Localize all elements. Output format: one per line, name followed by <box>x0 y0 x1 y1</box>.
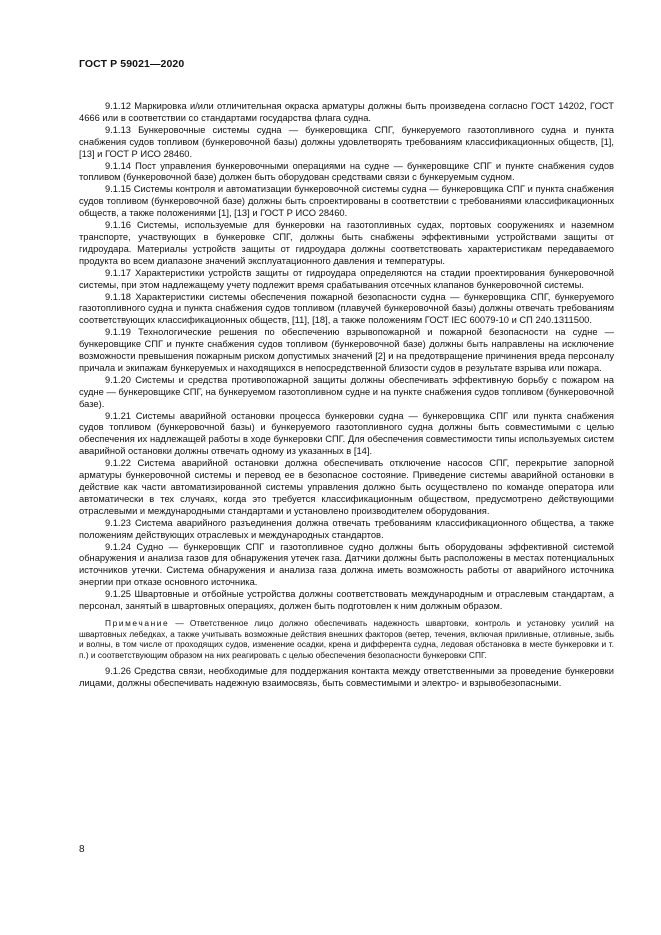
paragraph-9-1-20: 9.1.20 Системы и средства противопожарной защиты должны обеспечивать эффективную борьбу с пожаром на судне — бункеровщике СПГ, на бункеруемом газотопливном судне и на пункте снабжения судов топливом (бункеровочной базе). <box>79 374 614 409</box>
note-label: Примечание <box>105 617 170 628</box>
paragraph-9-1-18: 9.1.18 Характеристики системы обеспечения пожарной безопасности судна — бункеровщика СПГ, бункеруемого газотопливного судна и пункта снабжения судов топливом (плавучей бункеровочной базы) должны отвечать требованиям соответствующих классификационных обществ, [11], [18], а также положениям ГОСТ IEC 60079-10 и СП 240.1311500. <box>79 291 614 326</box>
document-body <box>79 101 614 690</box>
page-number: 8 <box>79 844 85 855</box>
standard-header: ГОСТ Р 59021—2020 <box>79 58 185 70</box>
note-block <box>79 618 614 661</box>
paragraph-9-1-23: 9.1.23 Система аварийного разъединения должна отвечать требованиям классификационного общества, а также положениям действующих отраслевых и международных стандартов. <box>79 517 614 540</box>
note-text: — Ответственное лицо должно обеспечивать надежность швартовки, контроль и установку усилий на швартовных лебедках, а также учитывать возможные действия внешних факторов (ветер, течения, включая приливные, отливные, зыбь и волны, в том числе от проходящих судов, изменение осадки, крена и дифферента судна, ледовая обстановка в месте бункеровки и т. п.) и соответствующим образом на них реагировать с целью обеспечения безопасности бункеровки СПГ. <box>79 617 614 661</box>
paragraph-9-1-13: 9.1.13 Бункеровочные системы судна — бункеровщика СПГ, бункеруемого газотопливного судна и пункта снабжения судов топливом (бункеровочной базы) должны удовлетворять требованиям классификационных обществ, [1], [13] и ГОСТ Р ИСО 28460. <box>79 124 614 159</box>
paragraph-9-1-14: 9.1.14 Пост управления бункеровочными операциями на судне — бункеровщике СПГ и пункте снабжения судов топливом (бункеровочной базе) должен быть оборудован средствами связи с бункеруемым судном. <box>79 160 614 183</box>
paragraph-9-1-21: 9.1.21 Системы аварийной остановки процесса бункеровки судна — бункеровщика СПГ или пункта снабжения судов топливом (бункеровочной базы) и бункеруемого газотопливного судна должны быть совместимыми с целью обеспечения их надлежащей работы в ходе бункеровки СПГ. Для обеспечения совместимости типы используемых систем аварийной остановки должны отвечать одному из указанных в [14]. <box>79 410 614 457</box>
paragraph-9-1-17: 9.1.17 Характеристики устройств защиты от гидроудара определяются на стадии проектирования бункеровочной системы, при этом надлежащему учету подлежит время срабатывания отсечных клапанов бункеровочной системы. <box>79 267 614 290</box>
paragraph-9-1-19: 9.1.19 Технологические решения по обеспечению взрывопожарной и пожарной безопасности на судне — бункеровщике СПГ и пункте снабжения судов топливом (бункеровочной базе) должны быть направлены на исключение возможности превышения пожарным риском допустимых значений [2] и на предотвращение причинения вреда персоналу причала и экипажам бункеруемых и находящихся в непосредственной близости судов в результате взрыва или пожара. <box>79 327 614 373</box>
paragraph-9-1-25: 9.1.25 Швартовные и отбойные устройства должны соответствовать международным и отраслевым стандартам, а персонал, занятый в швартовных операциях, должен быть подготовлен к ним должным образом. <box>79 589 614 612</box>
paragraph-9-1-24: 9.1.24 Судно — бункеровщик СПГ и газотопливное судно должны быть оборудованы эффективной системой обнаружения и анализа газов для обнаружения утечек газа. Датчики должны быть расположены в местах потенциальных источников утечки. Система обнаружения и анализа газа должна иметь возможность работы от аварийного источника энергии при отказе основного источника. <box>79 541 614 588</box>
paragraph-9-1-12: 9.1.12 Маркировка и/или отличительная окраска арматуры должны быть произведена согласно ГОСТ 14202, ГОСТ 4666 или в соответствии со стандартами государства флага судна. <box>79 101 614 123</box>
paragraph-9-1-26: 9.1.26 Средства связи, необходимые для поддержания контакта между ответственными за проведение бункеровки лицами, должны обеспечивать надежную взаимосвязь, быть совместимыми и электро- и взрывобезопасными. <box>79 665 614 688</box>
paragraph-9-1-16: 9.1.16 Системы, используемые для бункеровки на газотопливных судах, портовых сооружениях и наземном транспорте, участвующих в бункеровке СПГ, должны быть снабжены эффективными устройствами защиты от гидроудара. Материалы устройств защиты от гидроудара должны соответствовать характеристикам передаваемого продукта во всем диапазоне значений эксплуатационного давления и температуры. <box>79 220 614 266</box>
paragraph-9-1-15: 9.1.15 Системы контроля и автоматизации бункеровочной системы судна — бункеровщика СПГ и пункта снабжения судов топливом (бункеровочной базе) должны быть спроектированы в соответствии с требованиями классификационных обществ, а также положениями [1], [13] и ГОСТ Р ИСО 28460. <box>79 184 614 219</box>
paragraph-9-1-22: 9.1.22 Система аварийной остановки должна обеспечивать отключение насосов СПГ, перекрытие запорной арматуры бункеровочной системы и перевод ее в безопасное состояние. Приведение системы аварийной остановки в действие как части автоматизированной системы управления должно быть осуществлено по команде оператора или автоматически в тех случаях, когда это требуется классификационным обществом, предусмотрено действующими отраслевыми и международными стандартами и установлено производителем оборудования. <box>79 458 614 516</box>
